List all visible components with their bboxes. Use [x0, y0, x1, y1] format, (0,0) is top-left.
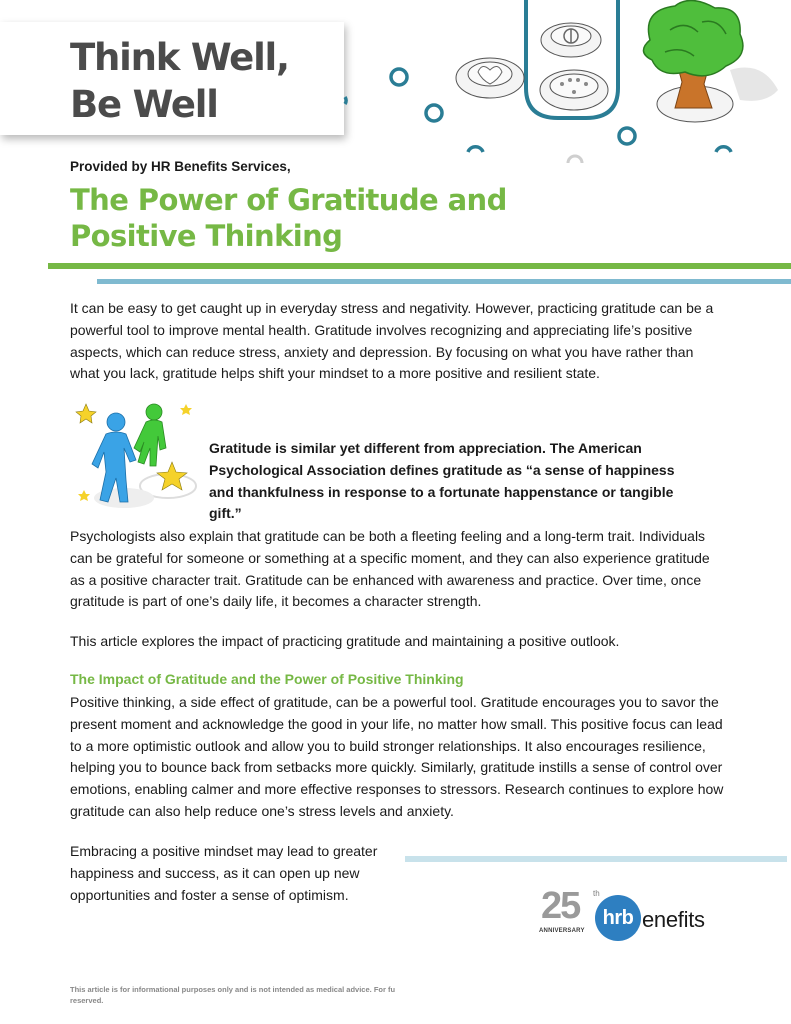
decor-ring	[468, 147, 483, 152]
logo-th: th	[593, 889, 600, 898]
header-decoration	[330, 0, 791, 180]
provided-by: Provided by HR Benefits Services,	[70, 159, 291, 174]
title-card	[0, 22, 344, 135]
logo-hrb-circle: hrb	[595, 895, 641, 941]
logo-anniversary: ANNIVERSARY	[539, 928, 585, 934]
psychologists-paragraph: Psychologists also explain that gratitude can be both a fleeting feeling and a long-term trait. Individuals can be grateful for someone or something at a specific moment, and they can also experience gratitude as a positive character trait. Gratitude can be enhanced with awareness and practice. Over time, once gratitude is part of one’s daily life, it becomes a character strength.	[70, 528, 710, 610]
footer-disclaimer: This article is for informational purposes only and is not intended as medical advice. For fu reserved.	[70, 985, 396, 1005]
newsletter-title	[70, 34, 289, 128]
decor-platforms	[456, 23, 608, 110]
article-title-line2: Positive Thinking	[70, 219, 343, 253]
quote-callout: Gratitude is similar yet different from appreciation. The American Psychological Association defines gratitude as “a sense of happiness and thankfulness in response to a fortunate happenstance or tangible gift.”	[209, 440, 675, 522]
blue-divider	[97, 279, 791, 284]
decor-ring	[391, 69, 407, 85]
newsletter-title-line2: Be Well	[70, 83, 218, 126]
logo-enefits: enefits	[642, 907, 705, 932]
bottom-blue-divider	[405, 856, 787, 862]
decor-ring	[426, 105, 442, 121]
impact-paragraph: Positive thinking, a side effect of gratitude, can be a powerful tool. Gratitude encourages you to savor the present moment and acknowledge the good in your life, no matter how small. This positive focus can lead to a more optimistic outlook and allow you to build stronger relationships. It also encourages resilience, helping you to bounce back from setbacks more quickly. Similarly, gratitude instills a sense of control over emotions, enabling calmer and more effective responses to stressors. Research continues to explore how gratitude can also help reduce one’s stress levels and anxiety.	[70, 694, 724, 819]
green-divider	[48, 263, 791, 269]
article-title-line1: The Power of Gratitude and	[70, 183, 507, 217]
embrace-paragraph: Embracing a positive mindset may lead to greater happiness and success, as it can open up new opportunities and foster a sense of optimism.	[70, 843, 378, 903]
intro-paragraph: It can be easy to get caught up in everyday stress and negativity. However, practicing gratitude can be a powerful tool to improve mental health. Gratitude involves recognizing and appreciating life’s positive aspects, which can reduce stress, anxiety and depression. By focusing on what you have rather than what you lack, gratitude helps shift your mindset to a more positive and resilient state.	[70, 300, 714, 382]
green-figure	[134, 404, 166, 466]
decor-ring	[345, 97, 346, 104]
logo-25: 25	[541, 885, 580, 927]
decor-ring	[716, 147, 731, 152]
article-title	[70, 182, 507, 254]
figures-stars-icon	[74, 402, 200, 510]
brain-tree-icon	[643, 0, 778, 122]
hrb-logo	[539, 887, 715, 949]
decor-ring	[619, 128, 635, 144]
section-heading: The Impact of Gratitude and the Power of Positive Thinking	[70, 671, 464, 687]
newsletter-title-line1: Think Well,	[70, 36, 289, 79]
article-summary: This article explores the impact of practicing gratitude and maintaining a positive outlook.	[70, 633, 620, 649]
